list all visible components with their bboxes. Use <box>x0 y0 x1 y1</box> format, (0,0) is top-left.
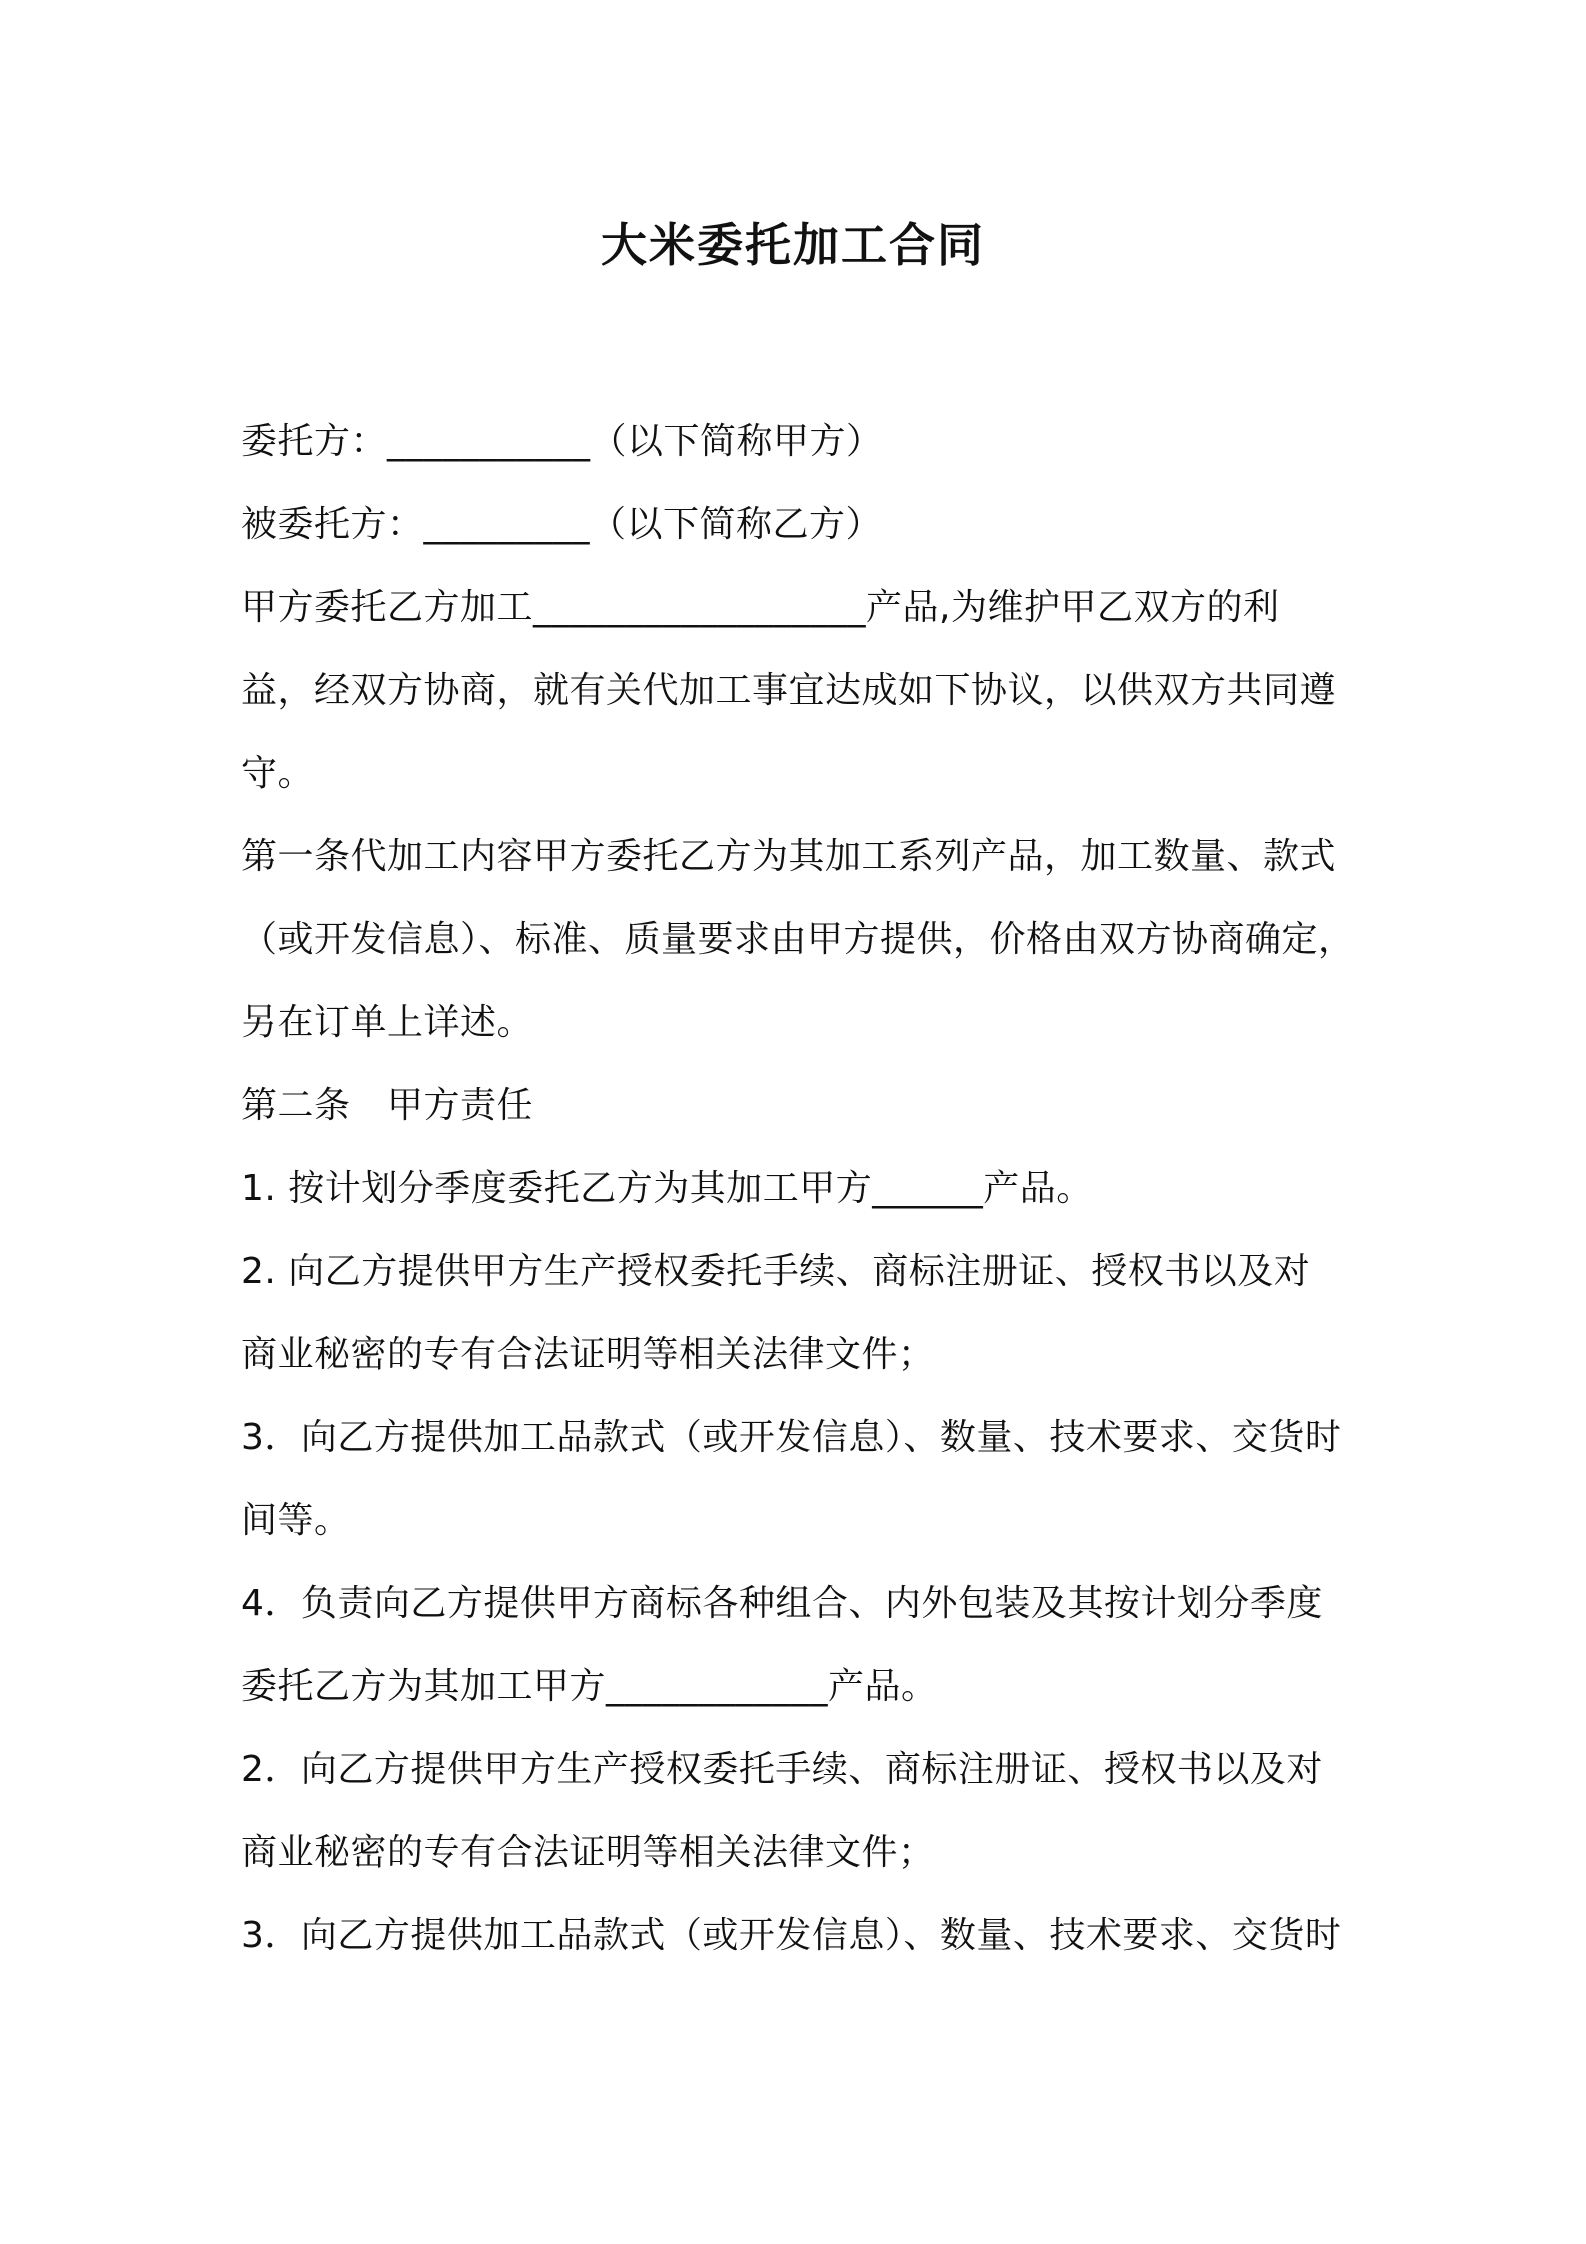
clause-line: 3．向乙方提供加工品款式（或开发信息）、数量、技术要求、交货时 <box>241 1915 1342 1956</box>
preamble-line: 益，经双方协商，就有关代加工事宜达成如下协议，以供双方共同遵 <box>241 670 1337 711</box>
party-a-line: 委托方：___________（以下简称甲方） <box>241 421 883 462</box>
clause-line: 商业秘密的专有合法证明等相关法律文件； <box>241 1334 935 1375</box>
clause-line: 3．向乙方提供加工品款式（或开发信息）、数量、技术要求、交货时 <box>241 1417 1342 1458</box>
document-body <box>241 400 1366 1977</box>
clause-line: 间等。 <box>241 1500 351 1541</box>
clause-line: 1. 按计划分季度委托乙方为其加工甲方______产品。 <box>241 1168 1093 1209</box>
clause-line: 2．向乙方提供甲方生产授权委托手续、商标注册证、授权书以及对 <box>241 1749 1323 1790</box>
clause-line: 商业秘密的专有合法证明等相关法律文件； <box>241 1832 935 1873</box>
preamble-line: 甲方委托乙方加工__________________产品,为维护甲乙双方的利 <box>241 587 1280 628</box>
article-two-heading: 第二条 甲方责任 <box>241 1085 534 1126</box>
article-one-line: （或开发信息）、标准、质量要求由甲方提供，价格由双方协商确定， <box>241 919 1355 960</box>
article-one-line: 第一条代加工内容甲方委托乙方为其加工系列产品，加工数量、款式 <box>241 836 1337 877</box>
clause-line: 委托乙方为其加工甲方____________产品。 <box>241 1666 938 1707</box>
article-one-line: 另在订单上详述。 <box>241 1002 534 1043</box>
party-b-line: 被委托方：_________（以下简称乙方） <box>241 504 883 545</box>
clause-line: 2. 向乙方提供甲方生产授权委托手续、商标注册证、授权书以及对 <box>241 1251 1311 1292</box>
preamble-line: 守。 <box>241 753 315 794</box>
clause-line: 4．负责向乙方提供甲方商标各种组合、内外包装及其按计划分季度 <box>241 1583 1323 1624</box>
document-title: 大米委托加工合同 <box>601 218 985 272</box>
